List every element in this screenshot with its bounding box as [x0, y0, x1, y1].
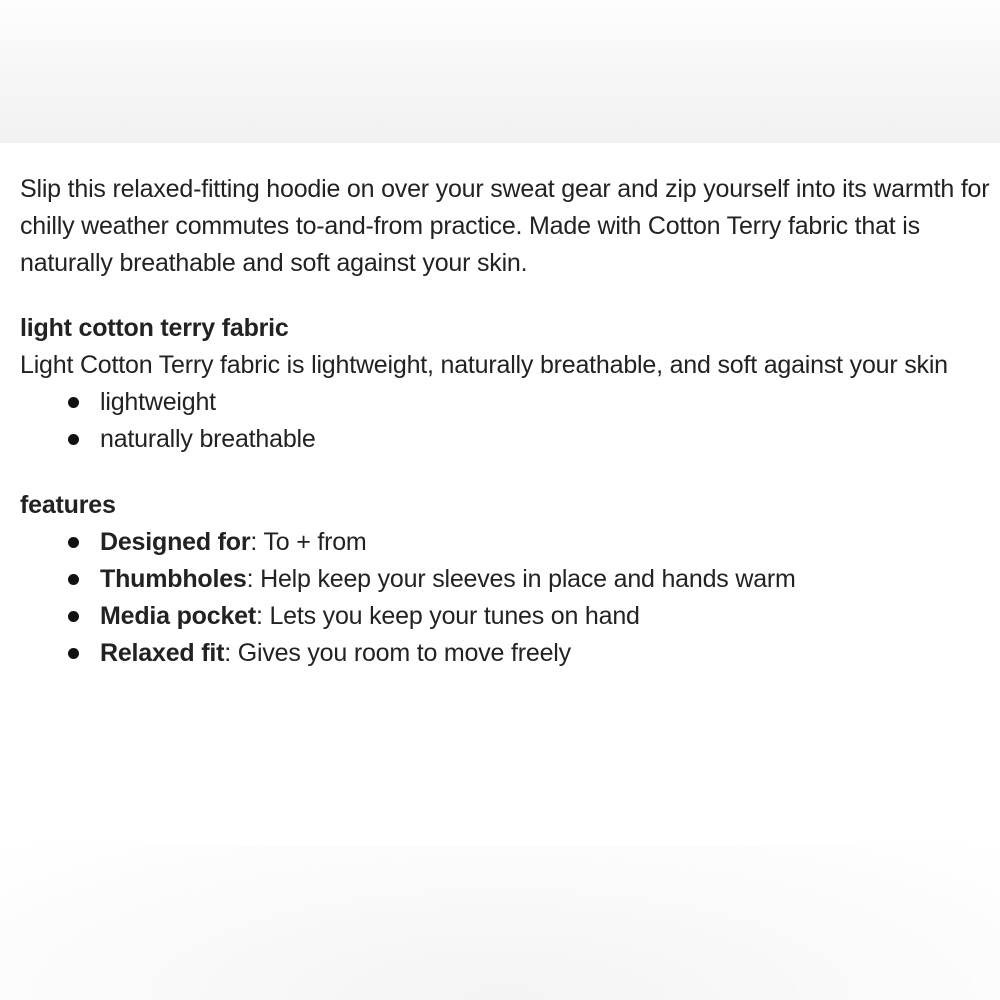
fabric-heading: light cotton terry fabric	[20, 314, 289, 342]
bullet-icon	[68, 574, 79, 585]
feature-text: : Gives you room to move freely	[224, 639, 571, 667]
feature-item	[20, 635, 992, 672]
intro-paragraph: Slip this relaxed-fitting hoodie on over your sweat gear and zip yourself into its warmth for chilly weather commutes to-and-from practice. Made with Cotton Terry fabric that is naturally breathable and soft against your skin.	[20, 175, 990, 277]
fabric-bullet-text: naturally breathable	[100, 425, 316, 453]
features-heading: features	[20, 491, 116, 519]
product-description	[20, 171, 992, 672]
features-list	[20, 524, 992, 672]
list-item	[20, 421, 992, 458]
feature-name: Relaxed fit	[100, 639, 225, 667]
fabric-bullet-list	[20, 384, 992, 458]
feature-text: : Help keep your sleeves in place and hands warm	[246, 565, 796, 593]
bottom-background-band	[0, 845, 1000, 1000]
feature-item	[20, 561, 992, 598]
bullet-icon	[68, 434, 79, 445]
bullet-icon	[68, 648, 79, 659]
feature-item	[20, 524, 992, 561]
top-background-band	[0, 0, 1000, 143]
feature-name: Thumbholes	[100, 565, 247, 593]
feature-name: Media pocket	[100, 602, 256, 630]
bullet-icon	[68, 397, 79, 408]
fabric-bullet-text: lightweight	[100, 388, 216, 416]
fabric-description: Light Cotton Terry fabric is lightweight, naturally breathable, and soft against your skin	[20, 351, 948, 379]
feature-text: : Lets you keep your tunes on hand	[255, 602, 640, 630]
feature-name: Designed for	[100, 528, 251, 556]
feature-item	[20, 598, 992, 635]
bullet-icon	[68, 537, 79, 548]
feature-text: : To + from	[250, 528, 367, 556]
list-item	[20, 384, 992, 421]
bullet-icon	[68, 611, 79, 622]
